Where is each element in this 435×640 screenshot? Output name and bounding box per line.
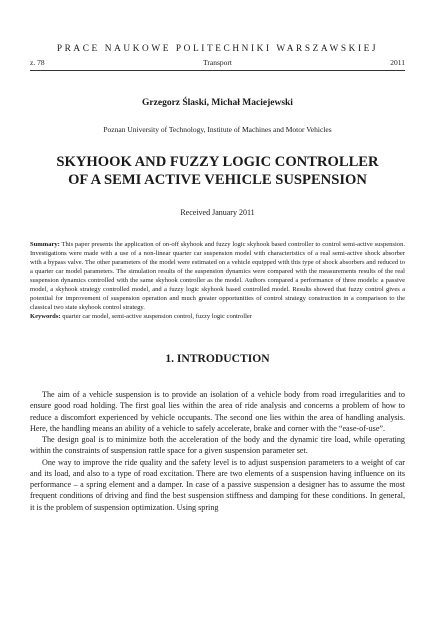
section-heading: 1. INTRODUCTION [165,352,270,365]
paper-title [30,153,405,189]
keywords-text: quarter car model, semi-active suspension control, fuzzy logic controller [60,313,252,321]
paper-title-line-1: SKYHOOK AND FUZZY LOGIC CONTROLLER [56,154,379,170]
paper-title-line-2: OF A SEMI ACTIVE VEHICLE SUSPENSION [68,172,367,188]
affiliation: Poznan University of Technology, Institute of Machines and Motor Vehicles [103,125,332,134]
body-paragraph-2: The design goal is to minimize both the acceleration of the body and the dynamic tire load, while operating within the constraints of suspension rattle space for a given suspension parameter set. [30,435,405,456]
body-paragraph-3: One way to improve the ride quality and the safety level is to adjust suspension parameters to a weight of car and its load, and also to a type of road excitation. There are two elements of a suspension having influence on its performance – a spring element and a damper. In case of a passive suspension a designer has to assume the most frequent conditions of driving and find the best suspension stiffness and damping for these conditions. In general, it is the problem of suspension optimization. Using spring [30,457,405,512]
keywords-label: Keywords: [30,313,61,321]
keywords-paragraph [30,312,405,321]
body-text [30,389,405,513]
received-date: Received January 2011 [180,208,255,217]
publication-year: 2011 [390,58,405,67]
running-header [30,58,405,71]
abstract [30,240,405,321]
body-paragraph-1: The aim of a vehicle suspension is to provide an isolation of a vehicle body from road irregularities and to ensure good road holding. The first goal lies within the area of ride analysis and concerns a problem of how to reduce a discomfort experienced by vehicle occupants. The second one lies within the area of handling analysis. Here, the handling means an ability of a vehicle to safely accelerate, brake and corner with the “ease-of-use”. [30,390,405,433]
journal-name: PRACE NAUKOWE POLITECHNIKI WARSZAWSKIEJ [56,44,379,54]
journal-section: Transport [203,58,232,67]
summary-paragraph [30,240,405,312]
authors: Grzegorz Ślaski, Michał Maciejewski [142,98,293,108]
issue-number: z. 78 [30,58,45,67]
summary-text: This paper presents the application of on-off skyhook and fuzzy logic skyhook based controller to control semi-active suspension. Investigations were made with a use of a non-linear quarter car suspension model with characteristics of a real semi-active shock absorber with a bypass valve. The other parameters of the model were estimated on a vehicle equipped with this type of shock absorbers and reduced to a quarter car model parameters. The simulation results of the suspension dynamics were compared with the measurements results of the real suspension dynamics controlled with the same skyhook controller as the model. Authors compared a performance of three models: a passive model, a skyhook strategy controlled model, and a fuzzy logic skyhook based controlled model. Results showed that fuzzy control gives a potential for improvement of suspension operation and much greater opportunities of control strategy construction in a comparison to the classical two state skyhook control strategy. [30,241,405,312]
summary-label: Summary: [30,241,60,248]
